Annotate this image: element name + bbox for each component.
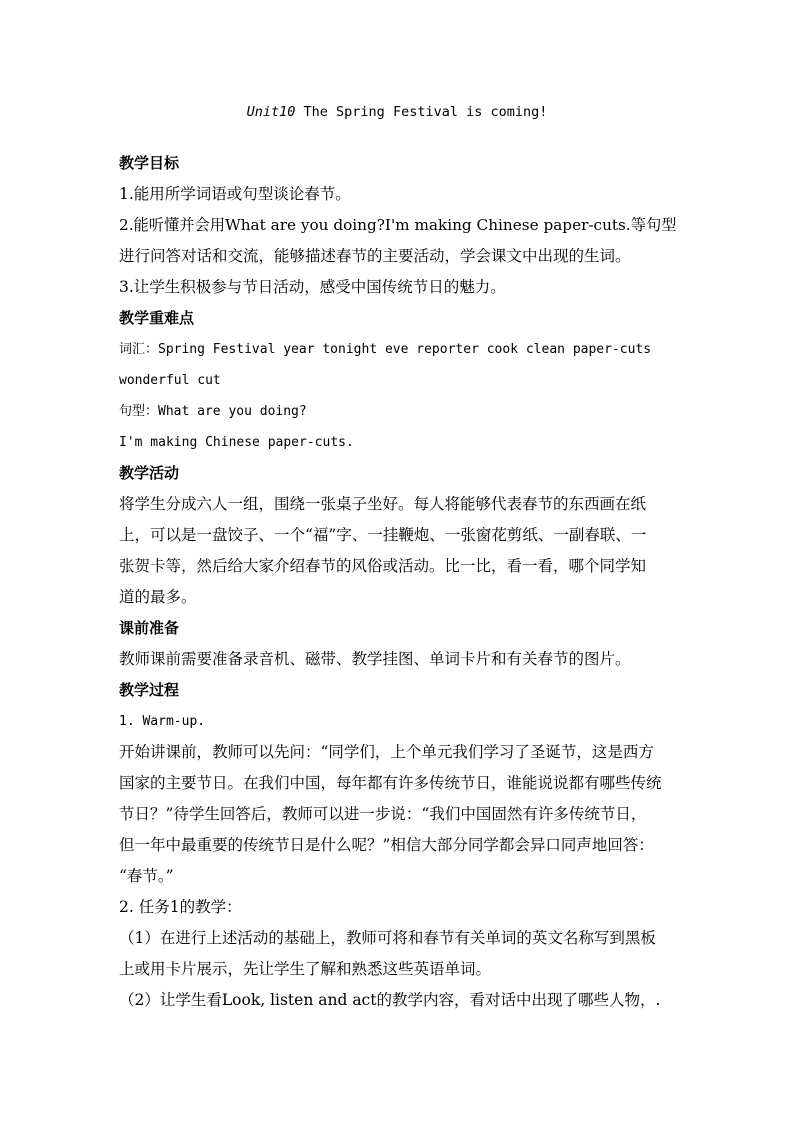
process-line-2: 开始讲课前，教师可以先问：“同学们，上个单元我们学习了圣诞节，这是西方 <box>119 743 654 761</box>
goals-line-3: 进行问答对话和交流，能够描述春节的主要活动，学会课文中出现的生词。 <box>119 247 631 265</box>
heading-activities: 教学活动 <box>119 464 180 482</box>
key-points-sentence-answer: I'm making Chinese paper-cuts. <box>119 435 354 450</box>
key-points-vocab-cont: wonderful cut <box>119 373 221 388</box>
process-line-3: 国家的主要节日。在我们中国，每年都有许多传统节日，谁能说说都有哪些传统 <box>119 774 662 792</box>
key-points-vocab: 词汇：Spring Festival year tonight eve reporter cook clean paper-cuts <box>119 342 652 357</box>
heading-key-points: 教学重难点 <box>119 309 195 327</box>
title-text: The Spring Festival is coming! <box>295 104 548 120</box>
heading-process: 教学过程 <box>119 681 180 699</box>
goals-line-4: 3.让学生积极参与节日活动，感受中国传统节日的魅力。 <box>119 278 506 296</box>
process-line-5: 但一年中最重要的传统节日是什么呢？”相信大部分同学都会异口同声地回答： <box>119 836 654 854</box>
process-warm-up: 1. Warm-up. <box>119 714 206 729</box>
heading-preparation: 课前准备 <box>119 619 180 637</box>
process-task1-step1: （1）在进行上述活动的基础上，教师可将和春节有关单词的英文名称写到黑板 <box>119 929 656 947</box>
document-title <box>0 102 794 122</box>
goals-line-2: 2.能听懂并会用What are you doing?I'm making Chinese paper-cuts.等句型 <box>119 216 677 234</box>
key-points-sentence: 句型：What are you doing? <box>119 404 307 419</box>
process-task1-step2: （2）让学生看Look, listen and act的教学内容，看对话中出现了哪些人物，. <box>119 991 661 1009</box>
process-line-4: 节日？”待学生回答后，教师可以进一步说：“我们中国固然有许多传统节日， <box>119 805 647 823</box>
process-line-6: “春节。” <box>119 867 174 885</box>
process-task1-heading: 2. 任务1的教学： <box>119 898 242 916</box>
activities-line-4: 道的最多。 <box>119 588 197 606</box>
preparation-line-1: 教师课前需要准备录音机、磁带、教学挂图、单词卡片和有关春节的图片。 <box>119 650 631 668</box>
heading-teaching-goals: 教学目标 <box>119 154 180 172</box>
process-task1-step1-cont: 上或用卡片展示，先让学生了解和熟悉这些英语单词。 <box>119 960 492 978</box>
title-unit: Unit10 <box>246 104 296 120</box>
document-body <box>119 148 679 1016</box>
activities-line-1: 将学生分成六人一组，围绕一张桌子坐好。每人将能够代表春节的东西画在纸 <box>119 495 647 513</box>
activities-line-3: 张贺卡等，然后给大家介绍春节的风俗或活动。比一比，看一看，哪个同学知 <box>119 557 647 575</box>
goals-line-1: 1.能用所学词语或句型谈论春节。 <box>119 185 351 203</box>
activities-line-2: 上，可以是一盘饺子、一个“福”字、一挂鞭炮、一张窗花剪纸、一副春联、一 <box>119 526 647 544</box>
